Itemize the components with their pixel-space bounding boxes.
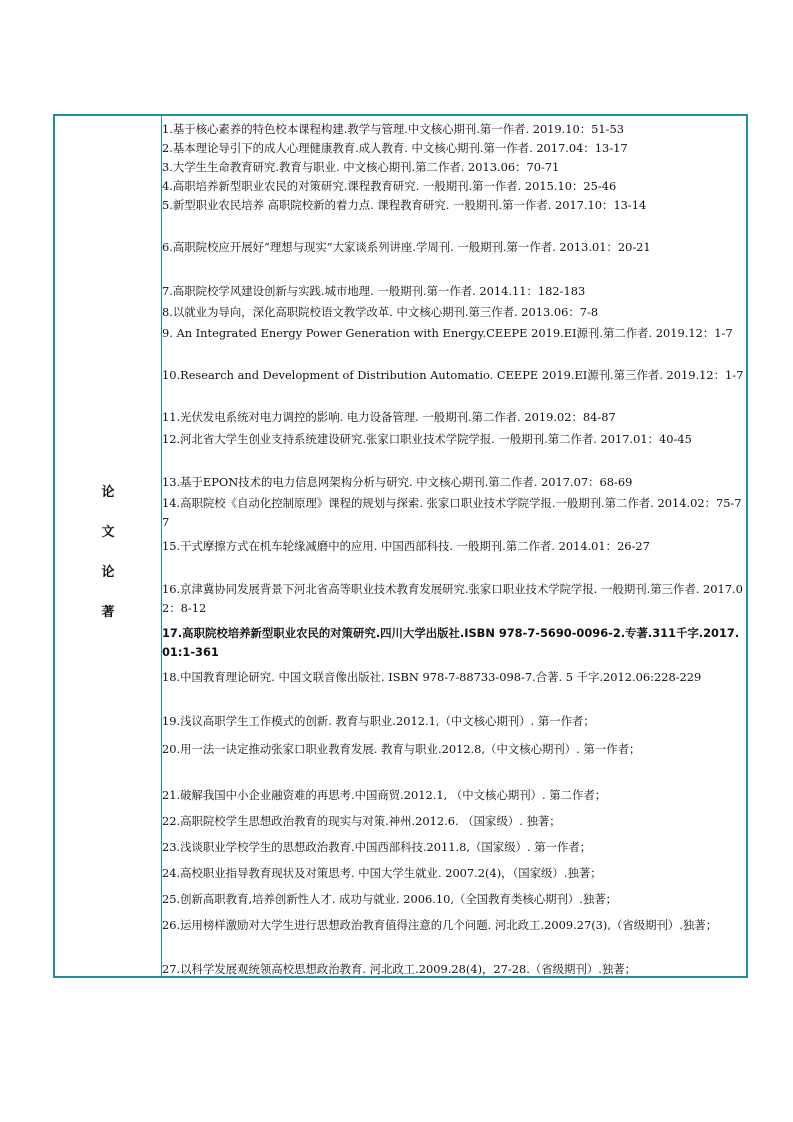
publication-entry: 13.基于EPON技术的电力信息网架构分析与研究. 中文核心期刊.第二作者. 2017.07：68-69 — [162, 475, 633, 489]
section-label-cell — [55, 116, 161, 976]
publication-entry: 7.高职院校学风建设创新与实践.城市地理. 一般期刊.第一作者. 2014.11：182-183 — [162, 284, 586, 298]
publication-entry: 19.浅议高职学生工作模式的创新. 教育与职业.2012.1,（中文核心期刊）. 第一作者； — [162, 714, 595, 728]
publication-entry: 23.浅谈职业学校学生的思想政治教育.中国西部科技.2011.8,（国家级）. 第一作者； — [162, 840, 592, 854]
section-label-char: 文 — [101, 525, 115, 540]
publication-entry: 14.高职院校《自动化控制原理》课程的规划与探索. 张家口职业技术学院学报.一般期刊.第二作者. 2014.02：75-77 — [162, 496, 742, 529]
publication-entry: 9. An Integrated Energy Power Generation with Energy.CEEPE 2019.EI源刊.第二作者. 2019.12：1-7 — [162, 326, 733, 340]
publication-entry: 20.用一法一诀定推动张家口职业教育发展. 教育与职业.2012.8,（中文核心期刊）. 第一作者； — [162, 742, 641, 756]
publication-entry: 2.基本理论导引下的成人心理健康教育.成人教育. 中文核心期刊.第一作者. 2017.04：13-17 — [162, 141, 628, 155]
publication-entry: 6.高职院校应开展好“理想与现实”大家谈系列讲座.学周刊. 一般期刊.第一作者. 2013.01：20-21 — [162, 240, 651, 254]
publication-entry: 1.基于核心素养的特色校本课程构建.教学与管理.中文核心期刊.第一作者. 2019.10：51-53 — [162, 122, 625, 136]
publication-entry: 10.Research and Development of Distribution Automatio. CEEPE 2019.EI源刊.第三作者. 2019.12：1-7 — [162, 368, 744, 382]
publication-entry: 5.新型职业农民培养 高职院校新的着力点. 课程教育研究. 一般期刊.第一作者. 2017.10：13-14 — [162, 198, 647, 212]
publication-entry: 11.光伏发电系统对电力调控的影响. 电力设备管理. 一般期刊.第二作者. 2019.02：84-87 — [162, 410, 616, 424]
publication-entry: 12.河北省大学生创业支持系统建设研究.张家口职业技术学院学报. 一般期刊.第二作者. 2017.01：40-45 — [162, 432, 692, 446]
publication-entry: 15.干式摩擦方式在机车轮缘减磨中的应用. 中国西部科技. 一般期刊.第二作者. 2014.01：26-27 — [162, 539, 650, 553]
publication-entry: 26.运用榜样激励对大学生进行思想政治教育值得注意的几个问题. 河北政工.2009.27(3),（省级期刊）.独著； — [162, 918, 718, 932]
publication-entry: 3.大学生生命教育研究.教育与职业. 中文核心期刊.第二作者. 2013.06：70-71 — [162, 160, 560, 174]
publications-table — [53, 114, 748, 978]
publication-entry: 25.创新高职教育,培养创新性人才. 成功与就业. 2006.10,（全国教育类核心期刊）.独著； — [162, 892, 618, 906]
publication-entry: 27.以科学发展观统领高校思想政治教育. 河北政工.2009.28(4)，27-28.（省级期刊）.独著； — [162, 962, 637, 976]
publication-entry: 8.以就业为导向，深化高职院校语文教学改革. 中文核心期刊.第三作者. 2013.06：7-8 — [162, 305, 599, 319]
publication-entry: 4.高职培养新型职业农民的对策研究.课程教育研究. 一般期刊.第一作者. 2015.10：25-46 — [162, 179, 617, 193]
publication-entry: 18.中国教育理论研究. 中国文联音像出版社. ISBN 978-7-88733-098-7.合著. 5 千字.2012.06:228-229 — [162, 670, 702, 684]
section-label-char: 论 — [101, 485, 115, 500]
publication-entry-highlight: 17.高职院校培养新型职业农民的对策研究.四川大学出版社.ISBN 978-7-5690-0096-2.专著.311千字.2017.01:1-361 — [162, 626, 740, 659]
section-label-char: 论 — [101, 565, 115, 580]
section-label-char: 著 — [101, 605, 115, 620]
publication-entry: 16.京津冀协同发展背景下河北省高等职业技术教育发展研究.张家口职业技术学院学报. 一般期刊.第三作者. 2017.02：8-12 — [162, 582, 743, 615]
publication-entry: 22.高职院校学生思想政治教育的现实与对策.神州.2012.6. （国家级）. 独著； — [162, 814, 561, 828]
publication-entry: 21.破解我国中小企业融资难的再思考.中国商贸.2012.1, （中文核心期刊）. 第二作者； — [162, 788, 607, 802]
publication-entry: 24.高校职业指导教育现状及对策思考. 中国大学生就业. 2007.2(4)，（国家级）.独著； — [162, 866, 602, 880]
